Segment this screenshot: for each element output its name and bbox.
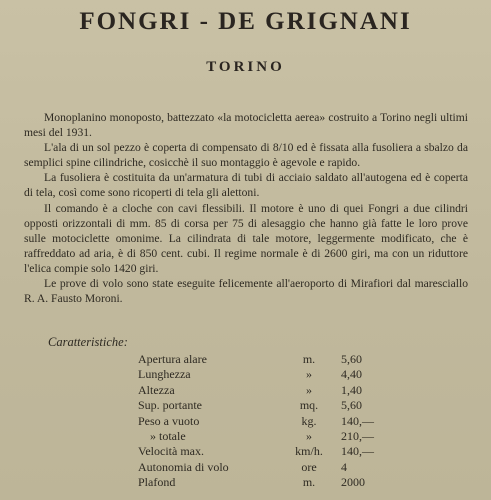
spec-unit: »	[306, 367, 312, 382]
spec-unit: ore	[301, 459, 317, 474]
spec-value: 5,60	[341, 398, 362, 413]
spec-label: Apertura alare	[138, 352, 207, 366]
spec-unit: mq.	[299, 398, 319, 413]
spec-value: 210,—	[341, 428, 374, 443]
paragraph-fuselage: La fusoliera è costituita da un'armatura di tubi di acciaio saldato all'autogena ed è coperta di tela, così come sono ricoperti di tela gli alettoni.	[24, 171, 468, 200]
spec-value: 140,—	[341, 444, 374, 459]
spec-label: Sup. portante	[138, 398, 202, 413]
specs-heading: Caratteristiche:	[48, 335, 128, 349]
spec-value: 4,40	[341, 367, 362, 382]
spec-value: 140,—	[341, 413, 374, 428]
spec-label: Velocità max.	[138, 444, 204, 459]
spec-unit: kg.	[301, 413, 317, 428]
spec-row-plafond	[138, 475, 398, 490]
spec-row-velocita	[138, 444, 398, 459]
spec-label: » totale	[150, 428, 186, 443]
paragraph-engine: Il comando è a cloche con cavi flessibili. Il motore è uno di quei Fongri a due cilindri opposti orizzontali di mm. 85 di corsa per 75 di alesaggio che hanno già fatte le loro prove sulle motociclette omonime. La cilindrata di tale motore, leggermente modificato, che è raffreddato ad aria, è di 850 cent. cubi. Il regime normale è di 2600 giri, ma con un riduttore l'elica compie solo 1420 giri.	[24, 201, 468, 275]
spec-label: Autonomia di volo	[138, 459, 229, 474]
spec-value: 2000	[341, 475, 365, 490]
spec-row-altezza	[138, 383, 398, 398]
spec-label: Plafond	[138, 475, 176, 490]
spec-unit: »	[306, 428, 312, 443]
paragraph-flight-tests: Le prove di volo sono state eseguite felicemente all'aeroporto di Mirafiori dal maresciallo R. A. Fausto Moroni.	[24, 277, 468, 306]
city-subtitle: TORINO	[206, 59, 285, 75]
spec-unit: m.	[302, 475, 316, 490]
spec-value: 4	[341, 459, 347, 474]
spec-row-apertura	[138, 352, 398, 367]
spec-unit: m.	[302, 352, 316, 366]
spec-row-peso-vuoto	[138, 414, 398, 429]
spec-unit: »	[306, 382, 312, 397]
description-text	[24, 110, 468, 306]
spec-row-lunghezza	[138, 367, 398, 382]
spec-row-autonomia	[138, 460, 398, 475]
paragraph-intro: Monoplanino monoposto, battezzato «la motocicletta aerea» costruito a Torino negli ultimi mesi del 1931.	[24, 111, 468, 140]
spec-row-sup-portante	[138, 398, 398, 413]
page-title: FONGRI - DE GRIGNANI	[79, 8, 412, 35]
spec-label: Peso a vuoto	[138, 413, 200, 428]
paragraph-wing: L'ala di un sol pezzo è coperta di compensato di 8/10 ed è fissata alla fusoliera a sbalzo da semplici spine cilindriche, cosicchè il suo montaggio è agevole e rapido.	[24, 141, 468, 170]
specs-table	[138, 352, 398, 491]
spec-unit: km/h.	[295, 444, 323, 459]
spec-value: 1,40	[341, 382, 362, 397]
spec-label: Altezza	[138, 382, 175, 397]
spec-value: 5,60	[341, 352, 362, 366]
spec-label: Lunghezza	[138, 367, 191, 382]
spec-row-peso-totale	[138, 429, 398, 444]
